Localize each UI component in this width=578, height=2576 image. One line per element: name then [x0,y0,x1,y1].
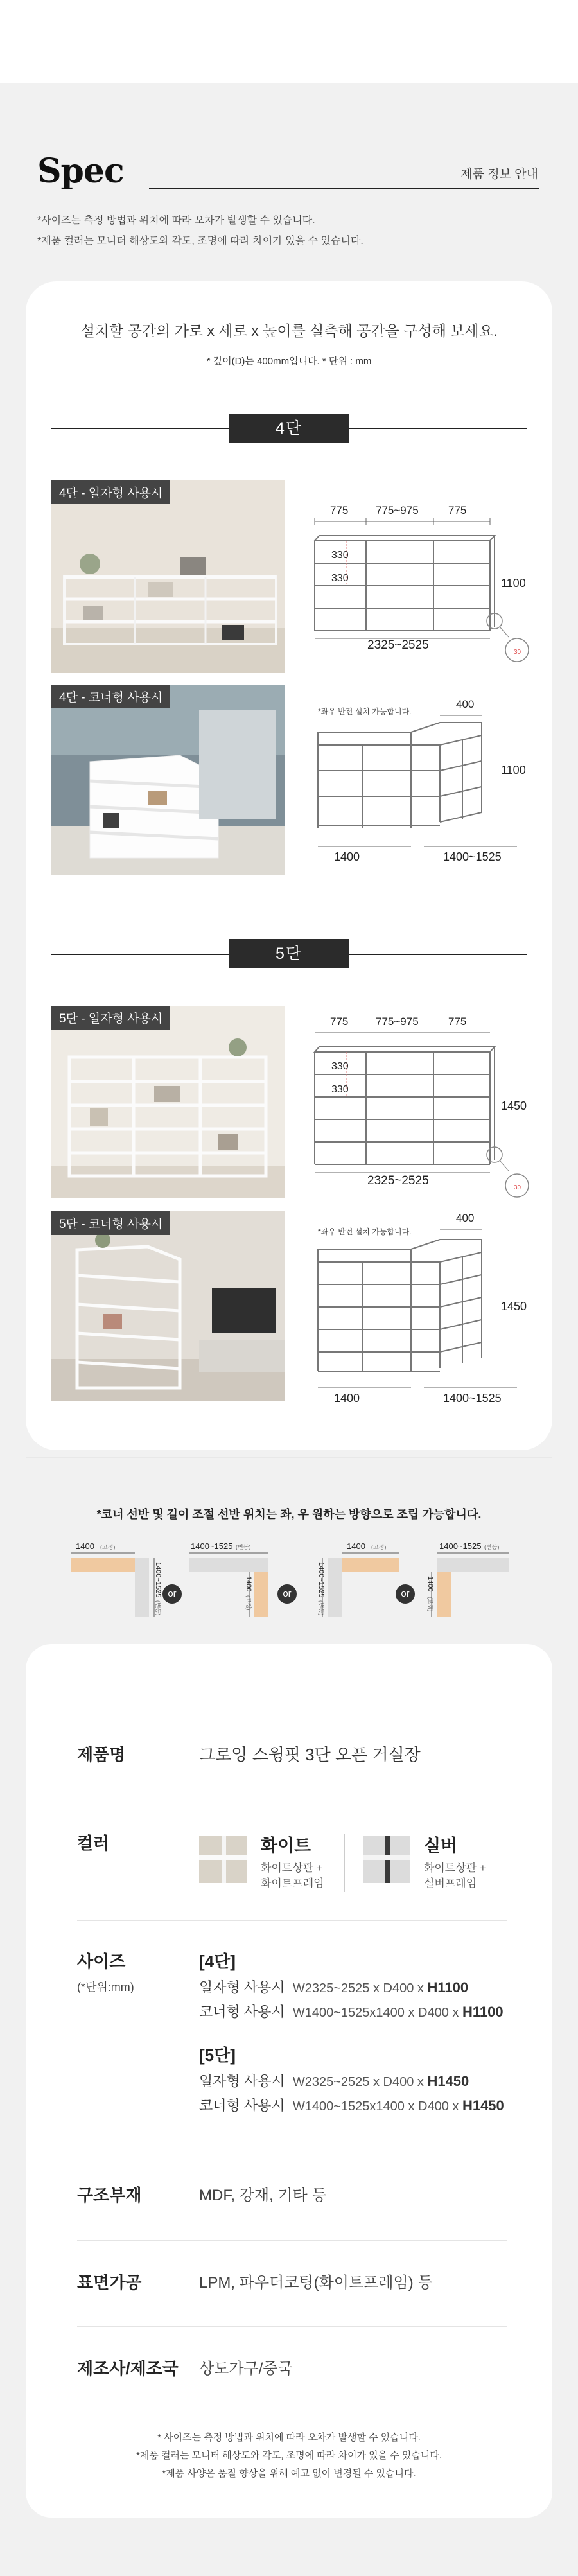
spec-surface-label: 표면가공 [77,2273,142,2292]
tier4-straight-diagram [308,502,539,676]
spec-size-unit: (*단위:mm) [77,1981,134,1993]
spec-maker-label: 제조사/제조국 [77,2359,179,2378]
tier4-dim-h1: 330 [331,550,349,561]
tier5-dim-circle: 30 [514,1184,521,1191]
spec-subtitle: 제품 정보 안내 [460,168,538,181]
spec-title: Spec [37,152,124,191]
corner-options-note: *코너 선반 및 길이 조절 선반 위치는 좌, 우 원하는 방향으로 조립 가능합니다. [96,1508,482,1521]
opt2-side: 1400 [245,1576,252,1592]
tier4-dim-h2: 330 [331,573,349,584]
color-silver-desc2: 실버프레임 [424,1877,477,1889]
corner-option-3 [308,1539,405,1622]
spec-title-rule [149,188,539,189]
color-white-desc2: 화이트프레임 [261,1877,324,1889]
spec-row-size [77,1949,507,2141]
or-badge-1: or [162,1584,182,1604]
card-divider [26,1457,552,1458]
color-chip-silver [363,1836,410,1883]
tier4-corner-note: *좌우 반전 설치 가능합니다. [318,707,412,716]
tier4-dim-w1: 775 [330,504,349,516]
size-5-head: [5단] [199,2046,236,2065]
tier5-dim-w1: 775 [330,1015,349,1028]
spec-structure-value: MDF, 강재, 기타 등 [199,2187,327,2204]
spec-name-label: 제품명 [77,1745,126,1764]
tier4-corner-a: 1400 [334,850,360,863]
tier4-dim-total: 2325~2525 [367,638,429,652]
or-badge-2: or [277,1584,297,1604]
tier4-corner-b: 1400~1525 [443,850,502,863]
opt4-side: 1400 [426,1576,434,1592]
tier5-corner-note: *좌우 반전 설치 가능합니다. [318,1227,412,1236]
tier4-corner-height: 1100 [501,764,526,776]
tier5-badge: 5단 [229,939,349,968]
tier4-corner-photo [51,685,285,875]
size-4-head: [4단] [199,1952,236,1971]
spec-color-label: 컬러 [77,1834,110,1853]
tier5-straight-diagram [308,1013,539,1206]
tier4-dim-w2: 775~975 [376,504,419,516]
opt2-top: 1400~1525 [191,1541,233,1551]
tier4-straight-photo [51,480,285,673]
corner-option-4 [417,1539,514,1622]
tier5-corner-height: 1450 [501,1300,527,1313]
tier5-dim-w2: 775~975 [376,1015,419,1028]
tier5-corner-tag: 5단 - 코너형 사용시 [51,1211,170,1235]
tier5-corner-diagram [308,1214,539,1413]
tier5-dim-w3: 775 [448,1015,467,1028]
color-white-desc1: 화이트상판 + [261,1862,323,1874]
spec-surface-value: LPM, 파우더코팅(화이트프레임) 등 [199,2274,433,2291]
tier5-corner-b: 1400~1525 [443,1392,502,1405]
tier4-corner-diagram [308,694,539,873]
corner-option-2 [183,1539,279,1622]
intro-sub: * 깊이(D)는 400mm입니다. * 단위 : mm [206,356,372,367]
tier4-badge: 4단 [229,414,349,443]
tier5-corner-photo [51,1211,285,1401]
size-4-straight: 일자형 사용시 W2325~2525 x D400 x H1100 [199,1979,469,1995]
opt1-top-sub: (고정) [100,1544,116,1550]
tier4-dim-w3: 775 [448,504,467,516]
size-5-corner: 코너형 사용시 W1400~1525x1400 x D400 x H1450 [199,2098,504,2114]
color-silver-desc1: 화이트상판 + [424,1862,486,1874]
header-note-1: *사이즈는 측정 방법과 위치에 따라 오차가 발생할 수 있습니다. [37,215,315,226]
corner-option-1 [64,1539,161,1622]
tier5-straight-tag: 5단 - 일자형 사용시 [51,1006,170,1030]
spec-divider-5 [77,2326,507,2327]
footer-note-3: *제품 사양은 품질 향상을 위해 예고 없이 변경될 수 있습니다. [162,2468,416,2479]
tier4-dim-circle: 30 [514,649,521,656]
header-note-2: *제품 컬러는 모니터 해상도와 각도, 조명에 따라 차이가 있을 수 있습니다. [37,236,363,247]
size-5-straight: 일자형 사용시 W2325~2525 x D400 x H1450 [199,2073,469,2089]
tier5-dim-total: 2325~2525 [367,1174,429,1187]
opt1-top: 1400 [76,1541,94,1551]
opt1-side: 1400~1525 [154,1562,162,1598]
color-white-name: 화이트 [261,1836,311,1855]
tier4-dim-height: 1100 [501,577,526,590]
opt3-top-sub: (고정) [371,1544,387,1550]
color-divider [344,1834,345,1892]
tier5-dim-h1: 330 [331,1061,349,1072]
tier4-straight-tag: 4단 - 일자형 사용시 [51,480,170,504]
opt1-side-sub: (변동) [155,1600,161,1616]
size-4-corner: 코너형 사용시 W1400~1525x1400 x D400 x H1100 [199,2004,504,2020]
spec-divider-2 [77,1920,507,1921]
tier5-dim-h2: 330 [331,1084,349,1095]
tier5-straight-photo [51,1006,285,1198]
intro-lead: 설치할 공간의 가로 x 세로 x 높이를 실측해 공간을 구성해 보세요. [80,322,498,339]
footer-note-2: *제품 컬러는 모니터 해상도와 각도, 조명에 따라 차이가 있을 수 있습니다. [136,2450,442,2461]
opt3-side-sub: (변동) [318,1600,324,1616]
opt3-top: 1400 [347,1541,365,1551]
tier5-corner-depth: 400 [456,1212,475,1224]
color-chip-white [199,1836,247,1883]
opt3-side: 1400~1525 [317,1562,325,1598]
spec-row-color [77,1830,507,1907]
opt2-side-sub: (고정) [245,1595,252,1611]
opt4-top: 1400~1525 [439,1541,482,1551]
top-band [0,0,578,83]
tier5-dim-height: 1450 [501,1100,527,1112]
or-badge-3: or [396,1584,415,1604]
spec-structure-label: 구조부재 [77,2186,142,2205]
spec-name-value: 그로잉 스윙핏 3단 오픈 거실장 [199,1745,421,1764]
spec-divider-4 [77,2240,507,2241]
opt4-top-sub: (변동) [484,1544,500,1550]
tier4-corner-depth: 400 [456,698,475,710]
opt2-top-sub: (변동) [236,1544,251,1550]
opt4-side-sub: (고정) [427,1597,434,1612]
spec-size-label: 사이즈 [77,1952,126,1971]
footer-note-1: * 사이즈는 측정 방법과 위치에 따라 오차가 발생할 수 있습니다. [157,2432,421,2443]
tier4-corner-tag: 4단 - 코너형 사용시 [51,685,170,708]
color-silver-name: 실버 [424,1836,458,1855]
tier5-corner-a: 1400 [334,1392,360,1405]
spec-maker-value: 상도가구/중국 [199,2360,293,2378]
